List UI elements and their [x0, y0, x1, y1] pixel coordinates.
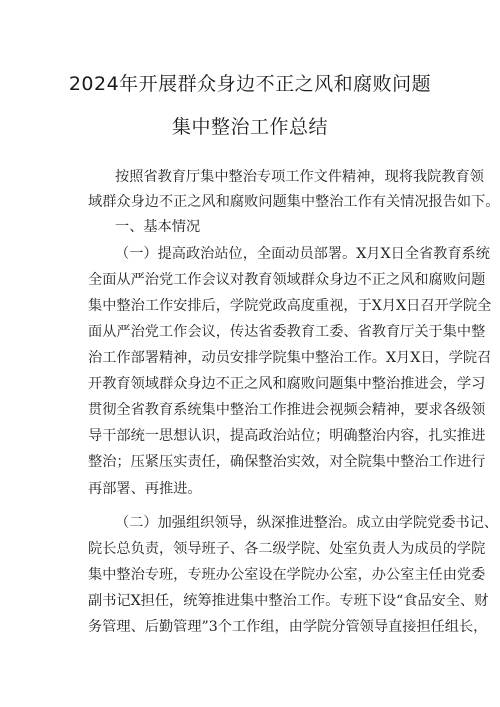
paragraph-line: 再部署、再推进。 [88, 481, 202, 497]
paragraph-line: 治工作部署精神，动员安排学院集中整治工作。X月X日，学院召 [88, 350, 492, 366]
paragraph-line: 域群众身边不正之风和腐败问题集中整治工作有关情况报告如下。 [88, 194, 500, 210]
section-heading: 一、基本情况 [115, 219, 201, 235]
document-title-line-1: 2024年开展群众身边不正之风和腐败问题 [68, 73, 432, 95]
paragraph-line: 导干部统一思想认识，提高政治站位；明确整治内容，扎实推进 [88, 428, 486, 444]
paragraph-line: 面从严治党工作会议，传达省委教育工委、省教育厅关于集中整 [88, 324, 486, 340]
paragraph-line: 贯彻全省教育系统集中整治工作推进会视频会精神，要求各级领 [88, 402, 486, 418]
paragraph-line: （一）提高政治站位，全面动员部署。X月X日全省教育系统 [115, 246, 490, 262]
paragraph-line: 开教育领域群众身边不正之风和腐败问题集中整治推进会，学习 [88, 376, 486, 392]
paragraph-line: 按照省教育厅集中整治专项工作文件精神，现将我院教育领 [115, 169, 484, 185]
paragraph-line: （二）加强组织领导，纵深推进整治。成立由学院党委书记、 [115, 515, 499, 531]
paragraph-line: 务管理、后勤管理”3个工作组，由学院分管领导直接担任组长， [88, 619, 488, 635]
paragraph-line: 集中整治工作安排后，学院党政高度重视，于X月X日召开学院全 [88, 298, 492, 314]
paragraph-line: 整治；压紧压实责任，确保整治实效，对全院集中整治工作进行 [88, 454, 486, 470]
document-title-line-2: 集中整治工作总结 [171, 116, 328, 138]
paragraph-line: 集中整治专班，专班办公室设在学院办公室，办公室主任由党委 [88, 567, 486, 583]
paragraph-line: 副书记X担任，统筹推进集中整治工作。专班下设“食品安全、财 [88, 593, 489, 609]
paragraph-line: 院长总负责，领导班子、各二级学院、处室负责人为成员的学院 [88, 541, 486, 557]
paragraph-line: 全面从严治党工作会议对教育领域群众身边不正之风和腐败问题 [88, 272, 486, 288]
